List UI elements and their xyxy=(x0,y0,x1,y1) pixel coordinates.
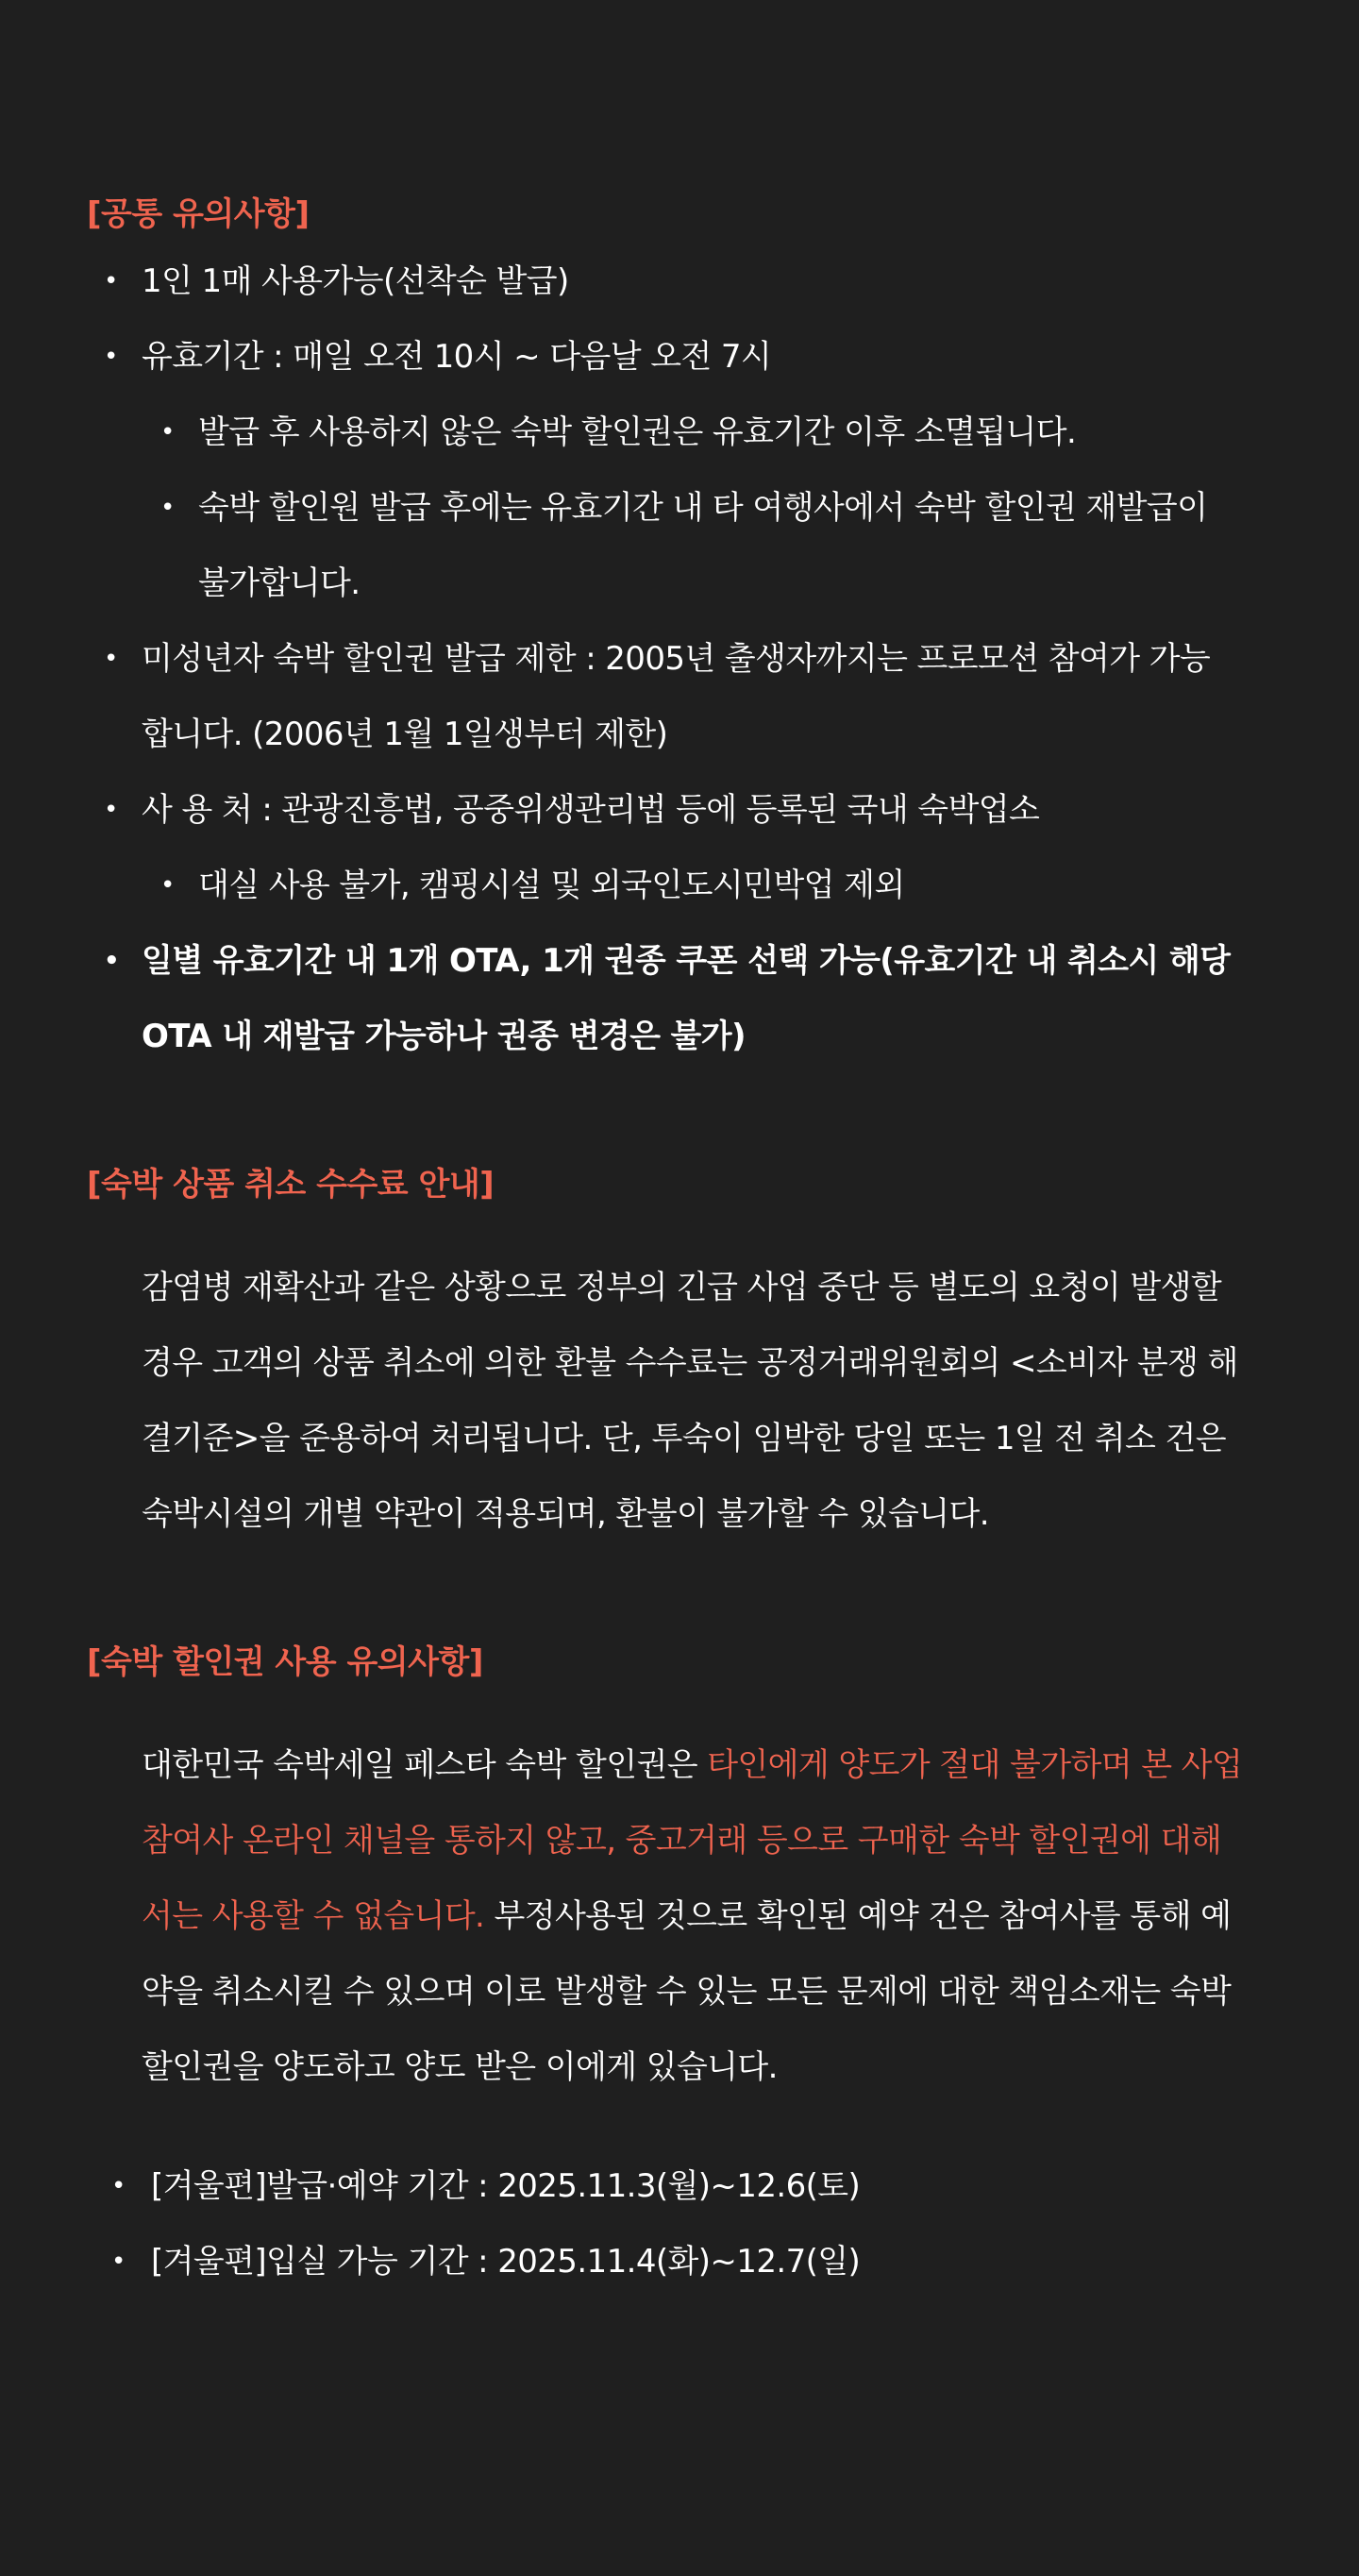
paragraph-line: 약을 취소시킬 수 있으며 이로 발생할 수 있는 모든 문제에 대한 책임소재는 숙박 xyxy=(142,1973,1232,2011)
spacer xyxy=(87,1074,1274,1155)
list-item: • 발급 후 사용하지 않은 숙박 할인권은 유효기간 이후 소멸됩니다. xyxy=(87,395,1274,470)
common-notes-list-3 xyxy=(87,923,1274,1074)
paragraph-line: 서는 사용할 수 없습니다. 부정사용된 것으로 확인된 예약 건은 참여사를 통해 예 xyxy=(142,1897,1232,1935)
paragraph-line: 결기준>을 준용하여 처리됩니다. 단, 투숙이 임박한 당일 또는 1일 전 취소 건은 xyxy=(142,1420,1226,1457)
list-item: • 1인 1매 사용가능(선착순 발급) xyxy=(87,244,1274,319)
list-item: • 사 용 처 : 관광진흥법, 공중위생관리법 등에 등록된 국내 숙박업소 xyxy=(87,772,1274,848)
spacer xyxy=(87,2105,1274,2148)
usage-place-sub-list xyxy=(87,848,1274,923)
list-item: • 대실 사용 불가, 캠핑시설 및 외국인도시민박업 제외 xyxy=(87,848,1274,923)
spacer xyxy=(87,1552,1274,1633)
paragraph-line: 대한민국 숙박세일 페스타 숙박 할인권은 타인에게 양도가 절대 불가하며 본 사업 xyxy=(142,1746,1243,1784)
coupon-notes-body xyxy=(87,1727,1274,2105)
list-item: • [겨울편]발급·예약 기간 : 2025.11.3(월)~12.6(토) xyxy=(87,2148,1274,2224)
list-item: • [겨울편]입실 가능 기간 : 2025.11.4(화)~12.7(일) xyxy=(87,2224,1274,2299)
list-item: • 유효기간 : 매일 오전 10시 ~ 다음날 오전 7시 xyxy=(87,319,1274,395)
paragraph-line: 할인권을 양도하고 양도 받은 이에게 있습니다. xyxy=(142,2048,778,2086)
coupon-notes-title: [숙박 할인권 사용 유의사항] xyxy=(87,1643,483,1681)
paragraph-line: 감염병 재확산과 같은 상황으로 정부의 긴급 사업 중단 등 별도의 요청이 발생할 xyxy=(142,1269,1222,1306)
list-item: • 일별 유효기간 내 1개 OTA, 1개 권종 쿠폰 선택 가능(유효기간 내 취소시 해당 OTA 내 재발급 가능하나 권종 변경은 불가) xyxy=(87,923,1274,1074)
paragraph-line: 참여사 온라인 채널을 통하지 않고, 중고거래 등으로 구매한 숙박 할인권에 대해 xyxy=(142,1822,1222,1860)
list-item: • 미성년자 숙박 할인권 발급 제한 : 2005년 출생자까지는 프로모션 참여가 가능 합니다. (2006년 1월 1일생부터 제한) xyxy=(87,621,1274,772)
paragraph-line: 경우 고객의 상품 취소에 의한 환불 수수료는 공정거래위원회의 <소비자 분쟁 해 xyxy=(142,1344,1238,1382)
cancel-fee-body xyxy=(87,1250,1274,1552)
common-notes-list xyxy=(87,244,1274,395)
season-dates-list xyxy=(87,2148,1274,2299)
validity-sub-list xyxy=(87,395,1274,621)
list-item: • 숙박 할인원 발급 후에는 유효기간 내 타 여행사에서 숙박 할인권 재발급이 불가합니다. xyxy=(87,470,1274,621)
paragraph-line: 숙박시설의 개별 약관이 적용되며, 환불이 불가할 수 있습니다. xyxy=(142,1495,989,1533)
common-notes-title: [공통 유의사항] xyxy=(87,195,310,233)
common-notes-list-2 xyxy=(87,621,1274,848)
cancel-fee-title: [숙박 상품 취소 수수료 안내] xyxy=(87,1166,495,1204)
